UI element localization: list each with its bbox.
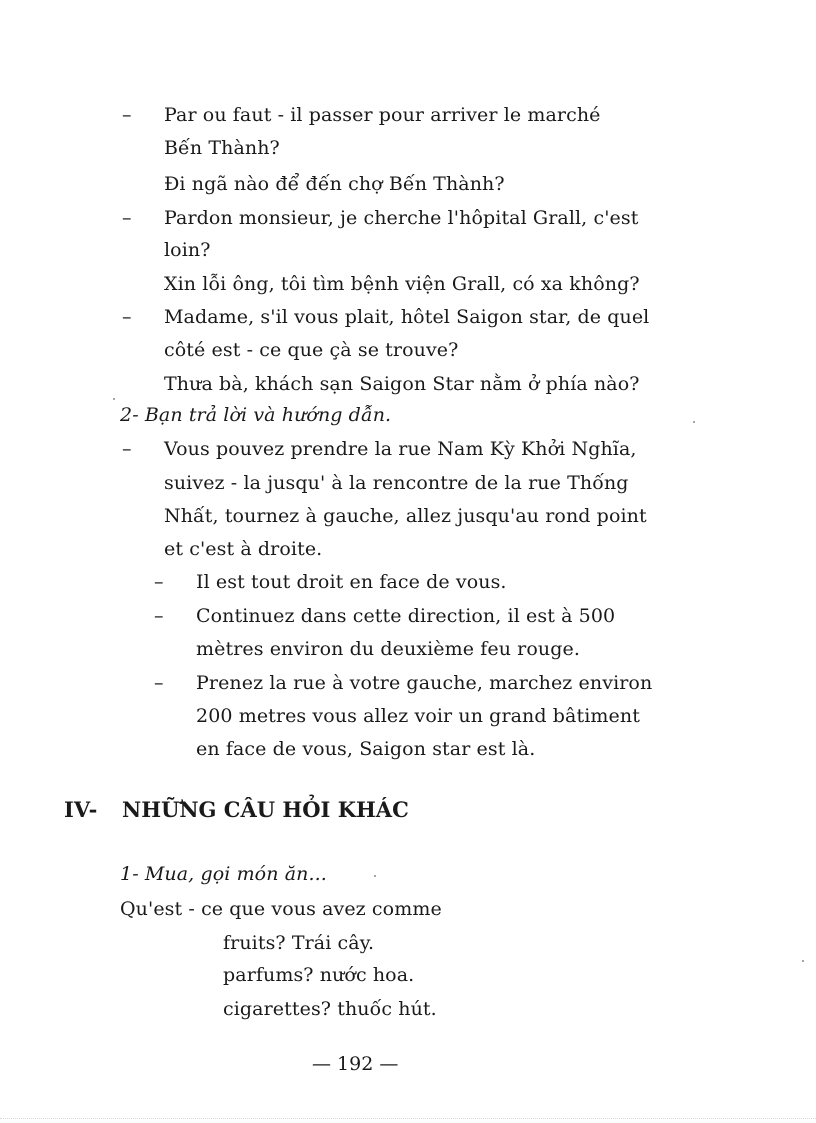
sub-answer-text: 200 metres vous allez voir un grand bâtiment — [196, 705, 640, 727]
answer-text: Vous pouvez prendre la rue Nam Kỳ Khởi Nghĩa, — [164, 438, 637, 460]
list-bullet: – — [122, 207, 132, 229]
question-text: Madame, s'il vous plait, hôtel Saigon star, de quel — [164, 306, 650, 328]
scan-speck — [113, 398, 115, 400]
page-number: — 192 — — [312, 1053, 399, 1075]
sub-answer-text: Prenez la rue à votre gauche, marchez environ — [196, 672, 653, 694]
question-text: loin? — [164, 239, 211, 261]
translation-text: Đi ngã nào để đến chợ Bến Thành? — [164, 173, 505, 195]
scan-edge — [0, 1118, 816, 1119]
scan-speck — [374, 875, 376, 877]
question-text: Pardon monsieur, je cherche l'hôpital Grall, c'est — [164, 207, 639, 229]
option-text: fruits? Trái cây. — [223, 932, 375, 954]
question-text: Bến Thành? — [164, 137, 280, 159]
answer-text: suivez - la jusqu' à la rencontre de la rue Thống — [164, 472, 629, 494]
question-text: Qu'est - ce que vous avez comme — [120, 898, 442, 920]
translation-text: Xin lỗi ông, tôi tìm bệnh viện Grall, có xa không? — [164, 273, 640, 295]
question-text: côté est - ce que çà se trouve? — [164, 339, 459, 361]
option-text: cigarettes? thuốc hút. — [223, 998, 437, 1020]
section-title: 2- Bạn trả lời và hướng dẫn. — [120, 404, 392, 426]
list-bullet: – — [154, 605, 164, 627]
sub-answer-text: Il est tout droit en face de vous. — [196, 571, 507, 593]
answer-text: et c'est à droite. — [164, 538, 323, 560]
option-text: parfums? nước hoa. — [223, 964, 415, 986]
section-heading: NHỮNG CÂU HỎI KHÁC — [122, 797, 409, 822]
list-bullet: – — [122, 306, 132, 328]
translation-text: Thưa bà, khách sạn Saigon Star nằm ở phía nào? — [164, 373, 640, 395]
list-bullet: – — [154, 571, 164, 593]
sub-answer-text: Continuez dans cette direction, il est à 500 — [196, 605, 616, 627]
scan-speck — [802, 960, 804, 962]
list-bullet: – — [122, 104, 132, 126]
question-text: Par ou faut - il passer pour arriver le marché — [164, 104, 601, 126]
sub-answer-text: en face de vous, Saigon star est là. — [196, 738, 536, 760]
list-bullet: – — [122, 438, 132, 460]
section-number: IV- — [64, 797, 98, 822]
sub-answer-text: mètres environ du deuxième feu rouge. — [196, 638, 580, 660]
list-bullet: – — [154, 672, 164, 694]
sub-section-title: 1- Mua, gọi món ăn... — [120, 863, 327, 885]
scan-speck — [693, 421, 695, 423]
answer-text: Nhất, tournez à gauche, allez jusqu'au rond point — [164, 505, 647, 527]
